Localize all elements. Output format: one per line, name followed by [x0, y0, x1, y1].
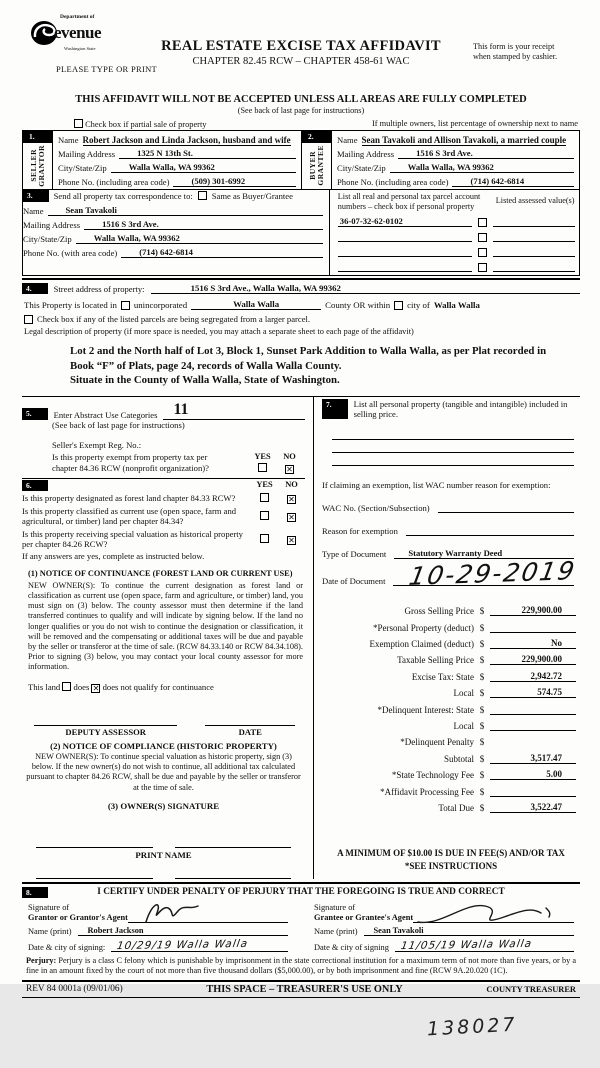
grantee-side-label: GRANTEE [315, 145, 325, 187]
date-of-document-label: Date of Document [322, 575, 386, 586]
forest-land-question: Is this property designated as forest land chapter 84.33 RCW? [22, 493, 236, 504]
reason-exemption-value[interactable] [406, 525, 574, 536]
owner-signature-line-2[interactable] [175, 837, 292, 848]
historical-question: Is this property receiving special valuation as historical property per chapter 84.26 RCW? [22, 528, 243, 550]
grantor-signature-block: Signature of Grantor or Grantor's Agent Name (print) Robert Jackson Date & city of signing: 10/29/19 Walla Walla [28, 903, 288, 952]
multiple-owners-note: If multiple owners, list percentage of ownership next to name [371, 119, 578, 128]
city-of-label: city of [407, 300, 430, 311]
print-name-label: PRINT NAME [135, 849, 192, 860]
seller-name-value[interactable]: Robert Jackson and Linda Jackson, husband and wife [82, 135, 291, 145]
wac-number-value[interactable] [438, 502, 574, 513]
total-due-value[interactable]: 3,522.47 [490, 802, 576, 813]
corr-phone-label: Phone No. (with area code) [23, 247, 118, 258]
personal-property-checkbox-4[interactable] [478, 263, 487, 272]
grantee-signature-line[interactable] [413, 913, 574, 923]
fin-label: *Delinquent Interest: State [377, 704, 474, 715]
personal-property-line-2[interactable] [332, 440, 574, 453]
historical-yes-checkbox[interactable] [260, 534, 269, 543]
legal-description-label: Legal description of property (if more space is needed, you may attach a separate sheet to each page of the affidavit) [24, 327, 414, 337]
county-value[interactable]: Walla Walla [191, 299, 321, 310]
notice-of-compliance: (2) NOTICE OF COMPLIANCE (HISTORIC PROPERTY) NEW OWNER(S): To continue special valuation as historic property, sign (3) below. If the new owner(s) do not wish to continue, all additional tax calculated pursuant to chapter 84.26 RCW, shall be due and payable by the seller or transferor at the time of sale. [26, 740, 301, 792]
fin-label: *State Technology Fee [391, 770, 474, 781]
buyer-csz-label: City/State/Zip [337, 163, 386, 173]
partial-sale-label: Check box if partial sale of property [85, 120, 207, 129]
grantor-date-label: Date & city of signing: [28, 943, 106, 952]
grantor-side-label: GRANTOR [36, 144, 46, 187]
delinquent-interest-local-value[interactable] [490, 720, 576, 731]
notice-of-continuance-body: NEW OWNER(S): To continue the current designation as forest land or classification as current use (open space, farm and agriculture, or timber) land, you must sign on (3) below. The county assessor must then determine if the land transferred continues to qualify and will indicate by signing below. If the land no longer qualifies or you do not wish to continue the designation or classification, it will be removed and the compensating or additional taxes will be due and payable by the seller or transferor at the time of sale. (RCW 84.33.140 or RCW 84.34.108). Prior to signing (3) below, you may contact your local county assessor for more information. [28, 580, 303, 672]
minimum-fee-note: A MINIMUM OF $10.00 IS DUE IN FEE(S) AND/OR TAX *SEE INSTRUCTIONS [337, 847, 565, 871]
assessed-values-header: Listed assessed value(s) [495, 196, 575, 205]
answers-yes-note: If any answers are yes, complete as instructed below. [22, 551, 205, 562]
buyer-csz-value[interactable]: Walla Walla, WA 99362 [390, 162, 574, 173]
exempt-question-line1: Is this property exempt from property tax per [52, 451, 208, 462]
certify-statement: I CERTIFY UNDER PENALTY OF PERJURY THAT THE FOREGOING IS TRUE AND CORRECT [97, 886, 505, 897]
county-treasurer-label: COUNTY TREASURER [486, 984, 576, 994]
located-in-label: This Property is located in [24, 300, 117, 311]
seller-csz-label: City/State/Zip [58, 163, 107, 173]
excise-tax-state-value[interactable]: 2,942.72 [490, 671, 576, 682]
grantee-date-label: Date & city of signing [314, 943, 389, 952]
assessed-value-line-4[interactable] [493, 261, 575, 272]
print-name-line-2[interactable] [175, 868, 292, 879]
dor-logo [30, 14, 140, 51]
county-or-within-label: County OR within [325, 300, 391, 311]
assessor-date-line[interactable] [205, 715, 295, 726]
partial-sale-row [74, 119, 207, 129]
street-address-label: Street address of property: [53, 284, 145, 295]
personal-property-checkbox-3[interactable] [478, 248, 487, 257]
owners-signature-label: (3) OWNER(S) SIGNATURE [107, 800, 220, 811]
seller-section [23, 131, 301, 189]
personal-property-line-1[interactable] [332, 427, 574, 440]
affidavit-processing-fee-value[interactable] [490, 786, 576, 797]
forest-yes-checkbox[interactable] [260, 493, 269, 502]
state-technology-fee-value[interactable]: 5.00 [490, 769, 576, 780]
left-column [22, 397, 314, 879]
perjury-statement: Perjury: Perjury is a class C felony which is punishable by imprisonment in the state correctional institution for a maximum term of not more than five years, or by a fine in an amount fixed by the court of not more than five thousand dollars ($5,000.00), or by both imprisonment and fine (RCW 9A.20.020 (1C). [26, 956, 577, 976]
no-header: NO [283, 451, 296, 461]
fin-label: *Personal Property (deduct) [373, 622, 474, 633]
parcel-row [338, 216, 575, 227]
does-not-qualify-checkbox[interactable]: ✕ [92, 683, 100, 693]
grantee-signature [413, 898, 563, 928]
section-5-badge: 5. [22, 408, 48, 420]
seller-mailing-value[interactable]: 1325 N 13th St. [119, 148, 296, 159]
middle-columns [22, 396, 580, 879]
grantor-signature-line[interactable] [128, 913, 288, 923]
see-back-note: (See back of last page for instructions) [52, 419, 185, 430]
assessed-value-line-3[interactable] [493, 246, 575, 257]
notice-of-compliance-body: NEW OWNER(S): To continue special valuation as historic property, sign (3) below. If the new owner(s) do not wish to continue, all additional tax calculated pursuant to chapter 84.26 RCW, shall be due and payable by the seller or transferor at the time of sale. [26, 751, 301, 792]
wac-number-label: WAC No. (Section/Subsection) [322, 502, 430, 513]
personal-property-checkbox-2[interactable] [478, 233, 487, 242]
fin-label: Gross Selling Price [404, 606, 474, 617]
personal-property-deduct-value[interactable] [490, 622, 576, 633]
grantor-signature [138, 898, 208, 926]
please-type-label: PLEASE TYPE OR PRINT [56, 64, 158, 74]
exempt-yes-checkbox[interactable] [258, 463, 267, 472]
grantor-date-value[interactable] [111, 939, 288, 952]
delinquent-penalty-value[interactable] [490, 736, 576, 747]
street-address-value[interactable]: 1516 S 3rd Ave., Walla Walla, WA 99362 [151, 283, 580, 294]
delinquent-interest-state-value[interactable] [490, 704, 576, 715]
exempt-no-checkbox[interactable]: ✕ [286, 464, 293, 474]
assessed-value-line-1[interactable] [493, 216, 575, 227]
gross-selling-price-value[interactable]: 229,900.00 [490, 605, 576, 616]
personal-property-checkbox-1[interactable] [478, 218, 487, 227]
corr-mailing-value[interactable]: 1516 S 3rd Ave. [84, 219, 323, 230]
exempt-question-line2: chapter 84.36 RCW (nonprofit organization)? [52, 462, 209, 473]
type-of-document-value[interactable]: Statutory Warranty Deed [394, 548, 574, 559]
form-header [22, 12, 580, 92]
parcel-number-line-4[interactable] [338, 261, 472, 272]
seller-name-label: Name [58, 135, 79, 145]
exempt-reg-label: Seller's Exempt Reg. No.: [52, 439, 142, 450]
buyer-name-label: Name [337, 135, 358, 145]
city-value[interactable]: Walla Walla [433, 300, 480, 311]
financial-summary: Gross Selling Price $ 229,900.00 *Personal Property (deduct) $ Exemption Claimed (deduct) $ No Taxable Selling Price $ 229,900.00 Excise Tax: State $ 2,942.72 Local $ 574.75 *Delinquent Interest: State $ Local $ *Delinquent Penalty $ Subtotal $ 3,517.47 *State Technology Fee $ 5.00 *Affidavit Processing Fee $ Total Due $ 3,522.47 [322, 600, 580, 813]
claiming-exemption-label: If claiming an exemption, list WAC number reason for exemption: [322, 479, 551, 490]
personal-property-line-3[interactable] [332, 453, 574, 466]
corr-csz-label: City/State/Zip [23, 233, 72, 244]
grantor-name-print-label: Name (print) [28, 927, 72, 936]
fin-label: Excise Tax: State [411, 671, 474, 682]
excise-tax-local-value[interactable]: 574.75 [490, 687, 576, 698]
parcel-row [338, 231, 575, 242]
fin-label: Local [453, 721, 474, 731]
buyer-mailing-label: Mailing Address [337, 149, 395, 159]
current-use-yes-checkbox[interactable] [260, 511, 269, 520]
corr-phone-value[interactable]: (714) 642-6814 [121, 247, 323, 258]
fin-label: Taxable Selling Price [397, 655, 474, 666]
historical-no-checkbox[interactable]: ✕ [288, 535, 295, 545]
logo-state-text: Washington State [64, 46, 96, 51]
fin-label: Subtotal [443, 753, 474, 764]
yes-header-6: YES [256, 479, 273, 489]
parcel-list [329, 190, 579, 275]
abstract-use-value[interactable]: 11 [163, 401, 305, 420]
buyer-section [301, 131, 579, 189]
parcel-row [338, 246, 575, 257]
logo-revenue-text: evenue [54, 23, 102, 42]
buyer-phone-label: Phone No. (including area code) [337, 177, 449, 187]
form-subtitle: CHAPTER 82.45 RCW – CHAPTER 458-61 WAC [192, 56, 410, 67]
seller-side-label: SELLER [28, 149, 38, 183]
receipt-note: This form is your receipt when stamped by cashier. [473, 42, 558, 62]
parcel-number-line-2[interactable] [338, 231, 472, 242]
personal-property-header: List all personal property (tangible and intangible) included in selling price. [353, 398, 568, 419]
legal-description-value[interactable]: Lot 2 and the North half of Lot 3, Block 1, Sunset Park Addition to Walla Walla, as per Plat recorded in Book “F” of Plats, page 24, records of Walla Walla County. Situate in the County of Walla Walla, State of Washington. [70, 345, 547, 387]
type-of-document-label: Type of Document [322, 548, 387, 559]
receipt-number-handwritten: 138027 [426, 1013, 519, 1040]
print-name-line-1[interactable] [36, 868, 153, 879]
parcel-number-value[interactable]: 36-07-32-62-0102 [338, 216, 472, 227]
assessor-date-label: DATE [238, 726, 262, 737]
deputy-assessor-label: DEPUTY ASSESSOR [65, 726, 147, 737]
form-footer [22, 980, 580, 998]
current-use-question: Is this property classified as current use (open space, farm and agricultural, or timber) land per chapter 84.34? [22, 506, 237, 527]
section-2-badge: 2. [302, 131, 331, 143]
does-qualify-checkbox[interactable] [62, 682, 71, 691]
taxable-selling-price-value[interactable]: 229,900.00 [490, 654, 576, 665]
seller-csz-value[interactable]: Walla Walla, WA 99362 [111, 162, 296, 173]
segregated-checkbox[interactable] [24, 315, 33, 324]
corr-name-value[interactable]: Sean Tavakoli [48, 205, 323, 216]
current-use-no-checkbox[interactable]: ✕ [288, 512, 295, 522]
fin-label: Local [453, 688, 474, 699]
grantee-date-handwritten: 11/05/19 Walla Walla [399, 937, 533, 953]
grantee-date-value[interactable] [395, 939, 574, 952]
treasurer-stamp-area [22, 998, 580, 1068]
property-address-section [22, 278, 580, 396]
seller-phone-value[interactable]: (509) 301-6992 [173, 176, 296, 187]
exemption-claimed-value[interactable]: No [490, 638, 576, 649]
section-6 [22, 478, 305, 562]
grantor-date-handwritten: 10/29/19 Walla Walla [116, 937, 250, 953]
fin-label: Total Due [438, 802, 474, 813]
form-revision: REV 84 0001a (09/01/06) [26, 984, 123, 995]
parcel-number-line-3[interactable] [338, 246, 472, 257]
treasurer-use-label: THIS SPACE – TREASURER'S USE ONLY [206, 983, 403, 995]
parties-box [22, 130, 580, 190]
seller-mailing-label: Mailing Address [58, 149, 116, 159]
unincorporated-checkbox[interactable] [121, 301, 130, 310]
grantee-name-print-label: Name (print) [314, 927, 358, 936]
completion-warning: THIS AFFIDAVIT WILL NOT BE ACCEPTED UNLESS ALL AREAS ARE FULLY COMPLETED [75, 94, 527, 105]
corr-name-label: Name [23, 205, 44, 216]
partial-sale-checkbox[interactable] [74, 119, 83, 128]
section-7-badge: 7. [322, 399, 348, 419]
date-of-document-handwritten: 10-29-2019 [406, 555, 579, 591]
logo-dept-text: Department of [60, 14, 95, 20]
tax-correspondence-section [22, 190, 580, 276]
correspondence-label: Send all property tax correspondence to: [53, 190, 193, 201]
notice-of-continuance: (1) NOTICE OF CONTINUANCE (FOREST LAND OR CURRENT USE) NEW OWNER(S): To continue the current designation as forest land or classification as current use (open space, farm and agriculture, or timber) land, you must sign on (3) below. The county assessor must then determine if the land transferred continues to qualify and will indicate by signing below. If the land no longer qualifies or you do not wish to continue the designation or classification, it will be removed and the compensating or additional taxes will be due and payable by the seller or transferor at the time of sale. (RCW 84.33.140 or RCW 84.34.108). Prior to signing (3) below, you may contact your local county assessor for more information. [28, 569, 303, 672]
seller-phone-label: Phone No. (including area code) [58, 177, 170, 187]
city-checkbox[interactable] [394, 301, 403, 310]
buyer-name-value[interactable]: Sean Tavakoli and Allison Tavakoli, a married couple [361, 135, 567, 145]
section-1-badge: 1. [23, 131, 52, 143]
yes-header: YES [254, 451, 271, 461]
buyer-mailing-value[interactable]: 1516 S 3rd Ave. [398, 148, 574, 159]
parcel-row [338, 261, 575, 272]
grantee-signature-block: Signature of Grantee or Grantee's Agent Name (print) Sean Tavakoli Date & city of signing 11/05/19 Walla Walla [314, 903, 574, 952]
same-as-buyer-checkbox[interactable] [198, 191, 207, 200]
fin-label: *Delinquent Penalty [400, 737, 474, 748]
same-as-buyer-label: Same as Buyer/Grantee [211, 190, 293, 201]
section-3-badge: 3. [23, 190, 49, 202]
section-4-badge: 4. [22, 283, 48, 295]
grantor-name-print-value[interactable]: Robert Jackson [78, 926, 289, 936]
forest-no-checkbox[interactable]: ✕ [288, 495, 295, 505]
abstract-use-label: Enter Abstract Use Categories [53, 409, 158, 420]
no-header-6: NO [285, 479, 298, 489]
buyer-side-label: BUYER [307, 151, 317, 181]
section-8-badge: 8. [22, 887, 48, 899]
parcel-header: List all real and personal tax parcel account numbers – check box if personal property [337, 192, 481, 211]
assessed-value-line-2[interactable] [493, 231, 575, 242]
owner-signature-line-1[interactable] [36, 837, 153, 848]
instructions-note: (See back of last page for instructions) [237, 106, 365, 115]
certification-section [22, 882, 580, 980]
corr-csz-value[interactable]: Walla Walla, WA 99362 [76, 233, 323, 244]
buyer-phone-value[interactable]: (714) 642-6814 [452, 176, 574, 187]
subtotal-value[interactable]: 3,517.47 [490, 753, 576, 764]
deputy-assessor-signature-line[interactable] [34, 715, 177, 726]
section-6-badge: 6. [22, 480, 48, 492]
grantee-name-print-value[interactable]: Sean Tavakoli [364, 926, 575, 936]
segregated-label: Check box if any of the listed parcels are being segregated from a larger parcel. [37, 314, 311, 325]
fin-label: *Affidavit Processing Fee [380, 786, 474, 797]
form-title: REAL ESTATE EXCISE TAX AFFIDAVIT [161, 38, 441, 54]
reason-exemption-label: Reason for exemption [322, 525, 398, 536]
unincorporated-label: unincorporated [133, 300, 188, 311]
corr-mailing-label: Mailing Address [23, 219, 81, 230]
qualify-row: This land does ✕ does not qualify for continuance [28, 681, 214, 693]
right-column [314, 397, 580, 879]
fin-label: Exemption Claimed (deduct) [369, 639, 474, 650]
